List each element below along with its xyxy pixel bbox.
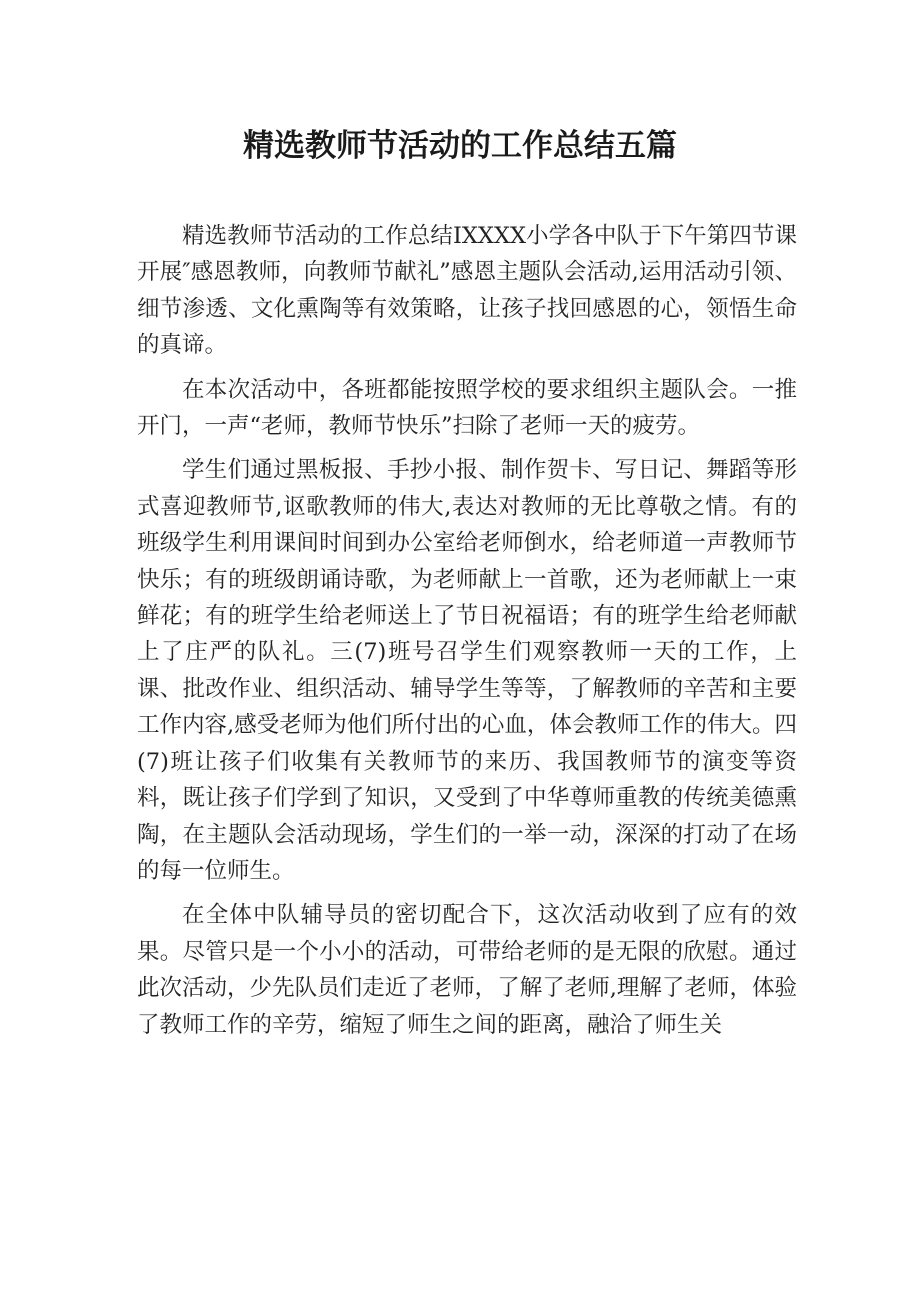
paragraph-3: 学生们通过黑板报、手抄小报、制作贺卡、写日记、舞蹈等形式喜迎教师节,讴歌教师的伟大,表达对教师的无比尊敬之情。有的班级学生利用课间时间到办公室给老师倒水，给老师道一声教师节快乐；有的班级朗诵诗歌，为老师献上一首歌，还为老师献上一束鲜花；有的班学生给老师送上了节日祝福语；有的班学生给老师献上了庄严的队礼。三(7)班号召学生们观察教师一天的工作，上课、批改作业、组织活动、辅导学生等等，了解教师的辛苦和主要工作内容,感受老师为他们所付出的心血，体会教师工作的伟大。四(7)班让孩子们收集有关教师节的来历、我国教师节的演变等资料，既让孩子们学到了知识，又受到了中华尊师重教的传统美德熏陶，在主题队会活动现场，学生们的一举一动，深深的打动了在场的每一位师生。: [137, 457, 797, 884]
paragraph-1: 精选教师节活动的工作总结IXXXX小学各中队于下午第四节课开展″感恩教师，向教师节献礼”感恩主题队会活动,运用活动引领、细节渗透、文化熏陶等有效策略，让孩子找回感恩的心，领悟生命的真谛。: [137, 223, 797, 359]
document-body: [137, 218, 797, 1051]
paragraph-2: 在本次活动中，各班都能按照学校的要求组织主题队会。一推开门，一声“老师，教师节快乐”扫除了老师一天的疲劳。: [137, 376, 797, 440]
document-title: 精选教师节活动的工作总结五篇: [243, 128, 677, 164]
paragraph-4: 在全体中队辅导员的密切配合下，这次活动收到了应有的效果。尽管只是一个小小的活动，可带给老师的是无限的欣慰。通过此次活动，少先队员们走近了老师，了解了老师,理解了老师，体验了教师工作的辛劳，缩短了师生之间的距离，融洽了师生关: [137, 902, 797, 1038]
